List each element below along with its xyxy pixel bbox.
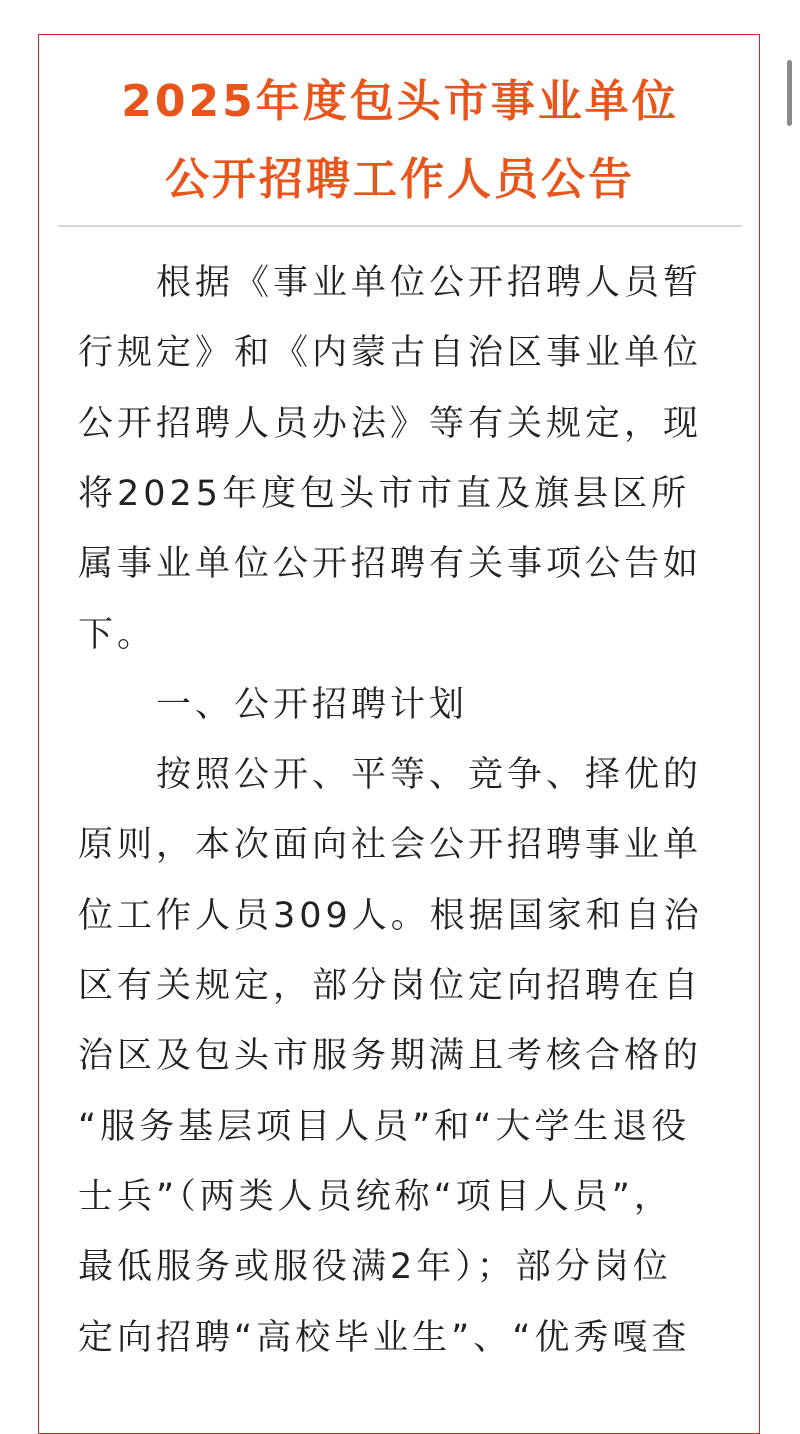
body-line: 士兵”（两类人员统称“项目人员”， [78, 1176, 673, 1217]
body-line: 位工作人员309人。根据国家和自治 [78, 895, 703, 936]
body-line: 下。 [78, 614, 157, 655]
body-line: 属事业单位公开招聘有关事项公告如 [78, 544, 703, 585]
body-line: 按照公开、平等、竞争、择优的 [78, 755, 703, 796]
body-line: 行规定》和《内蒙古自治区事业单位 [78, 333, 703, 374]
body-line: 公开招聘人员办法》等有关规定，现 [78, 403, 703, 444]
body-line: 区有关规定，部分岗位定向招聘在自 [78, 966, 703, 1006]
document-frame [38, 34, 760, 1434]
body-line: “服务基层项目人员”和“大学生退役 [78, 1106, 691, 1147]
title-divider [58, 225, 742, 227]
scrollbar[interactable] [787, 60, 792, 126]
body-line: 根据《事业单位公开招聘人员暂 [78, 263, 703, 303]
title-line-2: 公开招聘工作人员公告 [165, 154, 635, 205]
body-line: 原则，本次面向社会公开招聘事业单 [78, 825, 703, 866]
body-line: 一、公开招聘计划 [78, 684, 469, 725]
title-line-1: 2025年度包头市事业单位 [121, 76, 679, 127]
body-line: 治区及包头市服务期满且考核合格的 [78, 1036, 703, 1077]
body-line: 定向招聘“高校毕业生”、“优秀嘎查 [78, 1317, 691, 1358]
body-line: 最低服务或服役满2年）；部分岗位 [78, 1247, 672, 1288]
body-line: 将2025年度包头市市直及旗县区所 [78, 473, 691, 514]
